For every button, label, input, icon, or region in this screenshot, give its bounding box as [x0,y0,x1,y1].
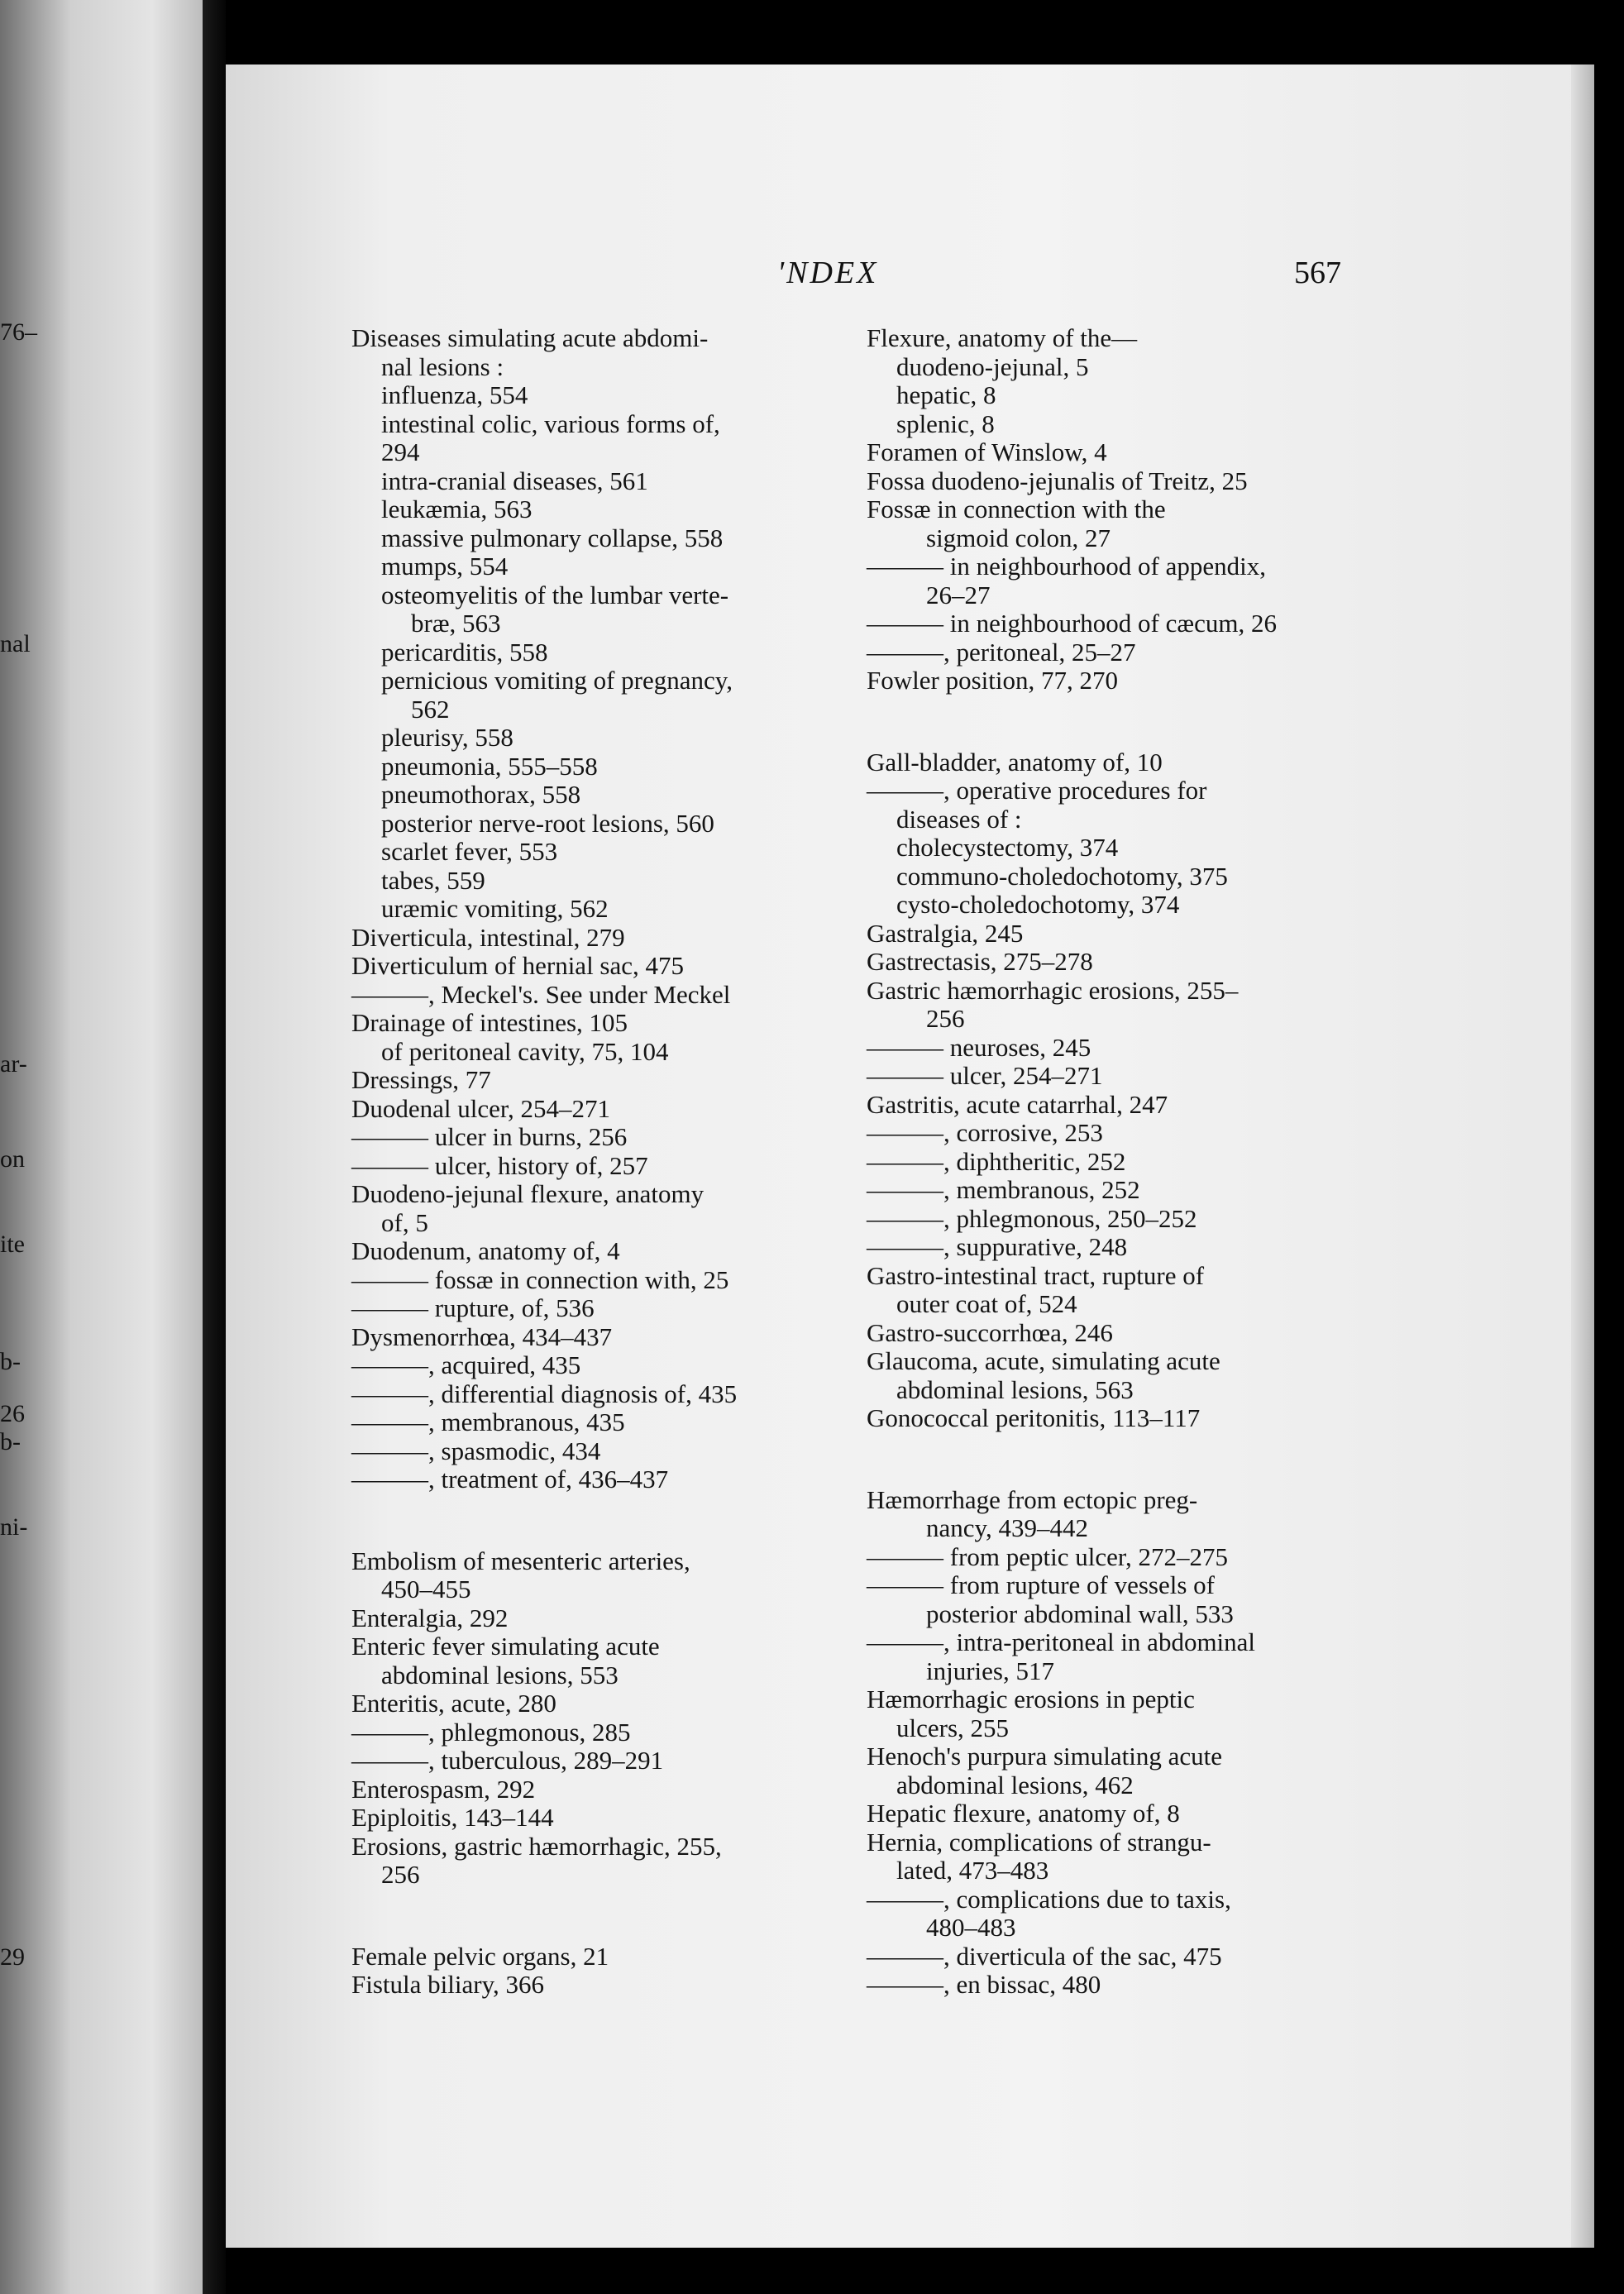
index-entry: osteomyelitis of the lumbar verte- [381,580,729,609]
index-entry: ——— fossæ in connection with, 25 [351,1264,729,1294]
index-entry: ———, phlegmonous, 285 [351,1717,631,1747]
running-head: 'NDEX [777,256,879,290]
index-entry: ulcers, 255 [896,1713,1010,1742]
index-entry: Glaucoma, acute, simulating acute [867,1346,1220,1375]
prev-fragment: ar- [0,1050,27,1078]
index-entry: ———, intra-peritoneal in abdominal [867,1627,1256,1656]
index-entry: diseases of : [896,804,1022,834]
prev-fragment: on [0,1145,25,1173]
index-entry: Fowler position, 77, 270 [867,666,1118,695]
index-entry: Gastro-succorrhœa, 246 [867,1317,1113,1347]
index-entry: Epiploitis, 143–144 [351,1803,554,1832]
index-entry: Female pelvic organs, 21 [351,1941,609,1971]
index-entry: ——— ulcer, history of, 257 [351,1150,648,1180]
index-entry: ———, membranous, 252 [867,1175,1140,1204]
previous-page-fragments [0,0,58,2294]
index-entry: pernicious vomiting of pregnancy, [381,666,733,695]
index-entry: 256 [926,1004,965,1033]
index-entry: Hernia, complications of strangu- [867,1827,1211,1857]
index-entry: Henoch's purpura simulating acute [867,1742,1222,1771]
prev-fragment: ite [0,1231,25,1258]
index-entry: Gonococcal peritonitis, 113–117 [867,1403,1201,1432]
page-number: 567 [1294,256,1341,290]
index-entry: Enteric fever simulating acute [351,1632,660,1661]
index-entry: ———, differential diagnosis of, 435 [351,1379,738,1408]
index-entry: tabes, 559 [381,865,485,895]
index-entry: injuries, 517 [926,1656,1054,1685]
index-entry: Diseases simulating acute abdomi- [351,323,709,352]
index-entry: pleurisy, 558 [381,723,513,752]
index-entry: Diverticulum of hernial sac, 475 [351,951,685,980]
index-entry: Fossæ in connection with the [867,495,1166,523]
index-entry: Hepatic flexure, anatomy of, 8 [867,1799,1180,1828]
index-entry: Fossa duodeno-jejunalis of Treitz, 25 [867,466,1248,495]
index-entry: ——— ulcer in burns, 256 [351,1122,628,1151]
index-entry: leukæmia, 563 [381,495,533,523]
index-entry: ———, membranous, 435 [351,1407,625,1436]
index-entry: Gall-bladder, anatomy of, 10 [867,747,1163,777]
index-entry: ———, phlegmonous, 250–252 [867,1203,1197,1233]
index-entry: ———, corrosive, 253 [867,1118,1103,1147]
index-entry: pneumothorax, 558 [381,780,581,809]
index-entry: duodeno-jejunal, 5 [896,351,1089,381]
book-gutter [203,0,226,2294]
index-entry: ———, diverticula of the sac, 475 [867,1941,1222,1971]
index-entry: massive pulmonary collapse, 558 [381,523,724,552]
index-entry: Enteritis, acute, 280 [351,1689,556,1718]
index-entry: Erosions, gastric hæmorrhagic, 255, [351,1831,722,1861]
prev-fragment: b- [0,1348,21,1375]
index-entry: 562 [411,694,450,724]
index-entry: 26–27 [926,580,991,609]
index-entry: ——— from peptic ulcer, 272–275 [867,1541,1228,1571]
page-edge-shadow [1571,65,1594,2248]
index-entry: mumps, 554 [381,552,509,581]
index-entry: Enterospasm, 292 [351,1774,536,1804]
index-entry: influenza, 554 [381,380,528,409]
index-entry: intestinal colic, various forms of, [381,409,720,438]
index-entry: Embolism of mesenteric arteries, [351,1546,690,1575]
index-entry: intra-cranial diseases, 561 [381,466,648,495]
index-entry: pericarditis, 558 [381,637,548,667]
index-entry: Flexure, anatomy of the— [867,323,1138,352]
prev-fragment: 26 [0,1400,25,1427]
index-entry: of, 5 [381,1207,428,1237]
index-entry: cysto-choledochotomy, 374 [896,890,1180,919]
index-entry: ——— rupture, of, 536 [351,1293,595,1322]
index-entry: 450–455 [381,1575,471,1603]
prev-fragment: 76– [0,318,37,346]
prev-fragment: nal [0,630,31,657]
index-entry: ——— in neighbourhood of appendix, [867,552,1267,581]
index-entry: hepatic, 8 [896,380,996,409]
index-entry: Fistula biliary, 366 [351,1970,545,1999]
index-entry: ——— from rupture of vessels of [867,1570,1215,1599]
index-entry: Gastric hæmorrhagic erosions, 255– [867,975,1239,1005]
index-column-left [351,324,827,2000]
index-entry: ———, peritoneal, 25–27 [867,637,1136,667]
index-entry: ——— ulcer, 254–271 [867,1061,1103,1090]
index-entry: bræ, 563 [411,609,501,638]
index-entry: pneumonia, 555–558 [381,751,598,781]
index-entry: ———, spasmodic, 434 [351,1436,601,1465]
index-entry: Duodeno-jejunal flexure, anatomy [351,1179,705,1208]
index-entry: Gastrectasis, 275–278 [867,947,1093,976]
index-entry: splenic, 8 [896,409,995,438]
index-entry: Diverticula, intestinal, 279 [351,922,625,952]
index-entry: 256 [381,1860,420,1889]
prev-fragment: b- [0,1428,21,1455]
index-entry: ———, acquired, 435 [351,1350,581,1379]
index-entry: Duodenal ulcer, 254–271 [351,1093,610,1123]
prev-fragment: ni- [0,1513,28,1541]
index-entry: Drainage of intestines, 105 [351,1008,628,1037]
index-entry: posterior nerve-root lesions, 560 [381,808,714,838]
index-entry: ——— neuroses, 245 [867,1032,1091,1062]
index-entry: lated, 473–483 [896,1856,1049,1885]
index-entry: Enteralgia, 292 [351,1603,509,1632]
index-entry: ———, suppurative, 248 [867,1232,1128,1261]
index-entry: posterior abdominal wall, 533 [926,1599,1234,1628]
index-entry: ———, Meckel's. See under Meckel [351,979,731,1009]
index-entry: scarlet fever, 553 [381,837,558,866]
index-column-right [867,324,1346,2000]
index-entry: Hæmorrhage from ectopic preg- [867,1484,1198,1514]
index-entry: Duodenum, anatomy of, 4 [351,1236,620,1265]
index-entry: of peritoneal cavity, 75, 104 [381,1036,669,1066]
index-entry: ———, complications due to taxis, [867,1884,1231,1914]
index-entry: Dressings, 77 [351,1065,491,1094]
index-entry: ———, tuberculous, 289–291 [351,1746,664,1775]
index-entry: nal lesions : [381,351,504,381]
index-entry: ——— in neighbourhood of cæcum, 26 [867,609,1277,638]
index-entry: cholecystectomy, 374 [896,833,1119,862]
index-entry: nancy, 439–442 [926,1513,1089,1542]
index-entry: Hæmorrhagic erosions in peptic [867,1685,1195,1713]
index-entry: Foramen of Winslow, 4 [867,437,1107,466]
index-entry: ———, diphtheritic, 252 [867,1146,1126,1176]
index-entry: abdominal lesions, 563 [896,1374,1134,1404]
index-entry: communo-choledochotomy, 375 [896,861,1228,891]
index-entry: Gastritis, acute catarrhal, 247 [867,1089,1168,1119]
index-entry: abdominal lesions, 462 [896,1770,1134,1799]
index-entry: Gastro-intestinal tract, rupture of [867,1260,1205,1290]
index-entry: ———, operative procedures for [867,776,1207,805]
index-entry: Gastralgia, 245 [867,918,1024,948]
index-entry: Dysmenorrhœa, 434–437 [351,1321,613,1351]
index-entry: 480–483 [926,1913,1016,1942]
index-entry: ———, en bissac, 480 [867,1970,1101,1999]
index-entry: uræmic vomiting, 562 [381,894,609,923]
index-entry: ———, treatment of, 436–437 [351,1465,669,1493]
index-entry: abdominal lesions, 553 [381,1660,619,1689]
index-entry: 294 [381,437,420,466]
index-entry: outer coat of, 524 [896,1289,1077,1318]
prev-fragment: 29 [0,1943,25,1971]
index-entry: sigmoid colon, 27 [926,523,1111,552]
